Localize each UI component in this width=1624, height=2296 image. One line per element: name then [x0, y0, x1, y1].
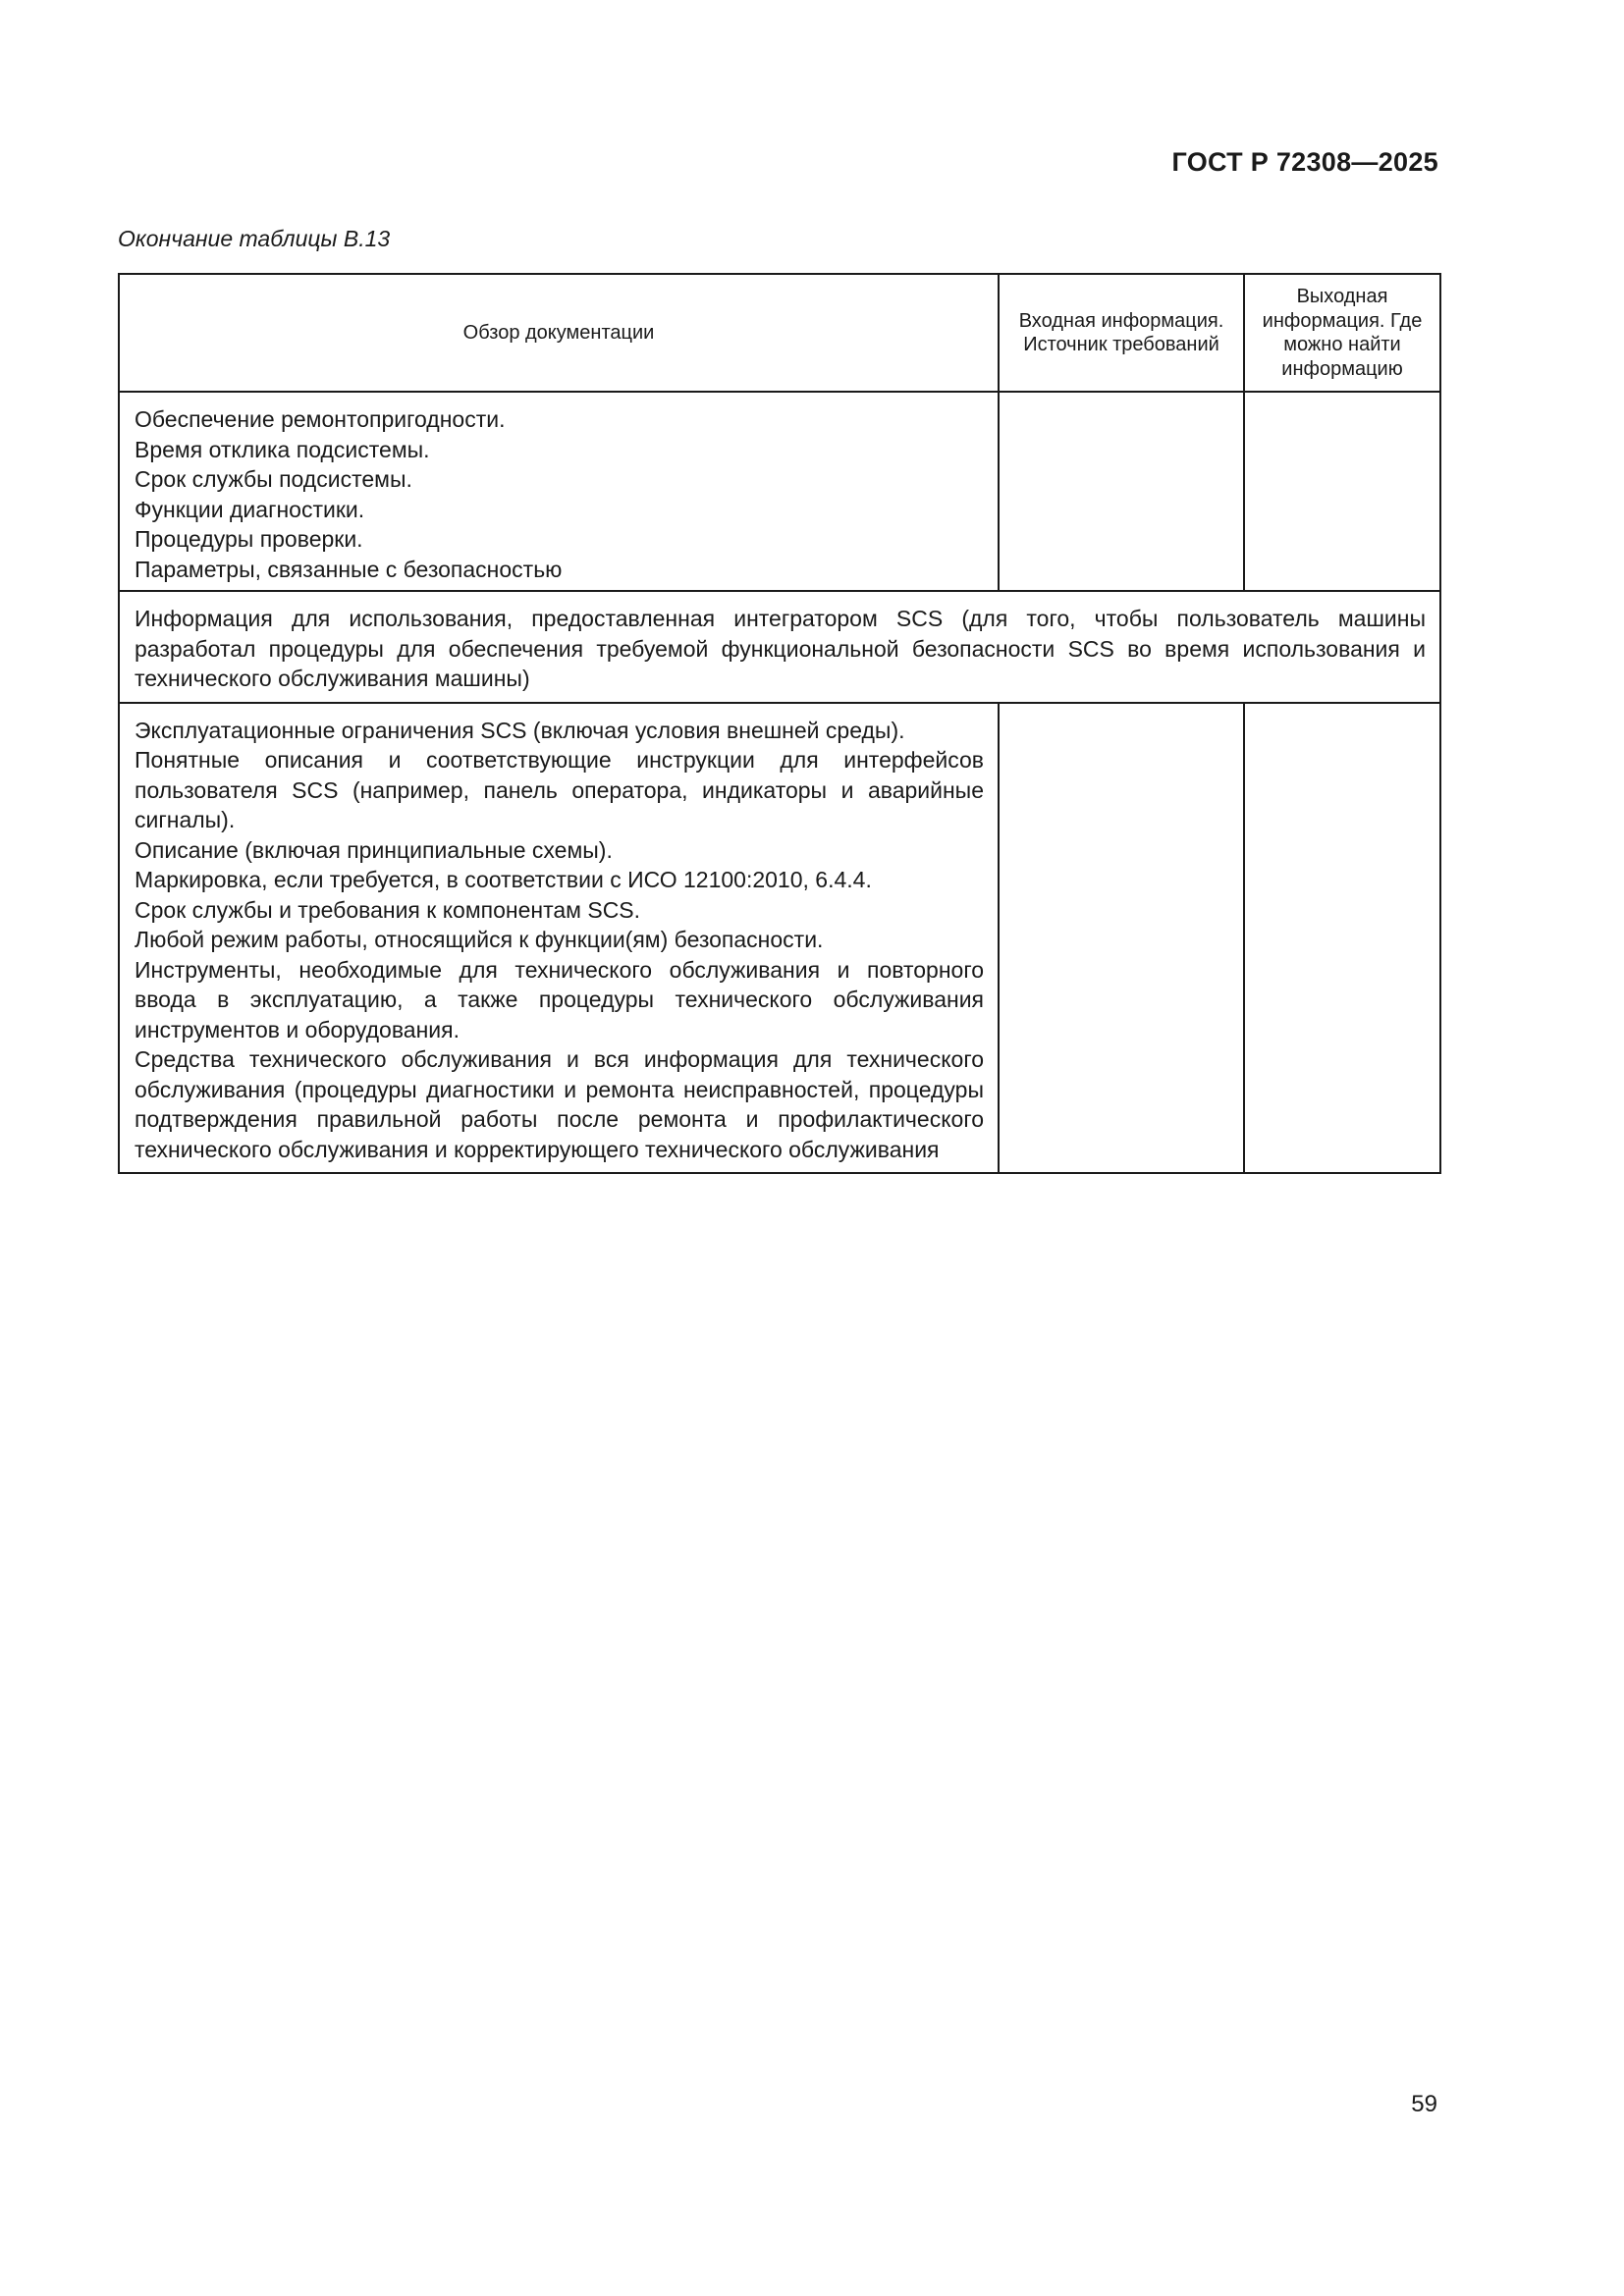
column-header-output: Выходная информация. Где можно найти информацию: [1244, 274, 1440, 392]
list-item: Любой режим работы, относящийся к функции(ям) безопасности.: [135, 927, 824, 952]
table-row: [119, 703, 1440, 1174]
documentation-cell: [119, 392, 999, 591]
list-item: Процедуры проверки.: [135, 526, 363, 552]
list-item: Маркировка, если требуется, в соответствии с ИСО 12100:2010, 6.4.4.: [135, 867, 872, 892]
table-row: [119, 591, 1440, 703]
full-width-cell: Информация для использования, предоставленная интегратором SCS (для того, чтобы пользователь машины разработал процедуры для обеспечения требуемой функциональной безопасности SCS во время использования и технического обслуживания машины): [119, 591, 1440, 703]
list-item: Срок службы и требования к компонентам SCS.: [135, 896, 641, 923]
list-item: Функции диагностики.: [135, 496, 365, 522]
list-item: Средства технического обслуживания и вся информация для технического обслуживания (процедуры диагностики и ремонта неисправностей, процедуры подтверждения правильной работы после ремонта и профилактического технического обслуживания и корректирующего технического обслуживания: [135, 1046, 984, 1162]
standard-code: ГОСТ Р 72308—2025: [1171, 147, 1438, 177]
documentation-cell: [119, 703, 999, 1174]
list-item: Эксплуатационные ограничения SCS (включая условия внешней среды).: [135, 717, 905, 743]
requirements-table: [118, 273, 1441, 1174]
list-item: Описание (включая принципиальные схемы).: [135, 836, 613, 863]
list-item: Время отклика подсистемы.: [135, 436, 430, 462]
column-header-documentation: Обзор документации: [119, 274, 999, 392]
table-caption: Окончание таблицы В.13: [118, 226, 391, 251]
column-header-input: Входная информация. Источник требований: [999, 274, 1244, 392]
list-item: Параметры, связанные с безопасностью: [135, 556, 563, 582]
page-number: 59: [1411, 2091, 1437, 2117]
list-item: Обеспечение ремонтопригодности.: [135, 406, 506, 432]
list-item: Инструменты, необходимые для технического обслуживания и повторного ввода в эксплуатацию, а также процедуры технического обслуживания инструментов и оборудования.: [135, 956, 984, 1042]
table-row: [119, 392, 1440, 591]
output-cell: [1244, 703, 1440, 1174]
output-cell: [1244, 392, 1440, 591]
table-header-row: [119, 274, 1440, 392]
input-cell: [999, 703, 1244, 1174]
input-cell: [999, 392, 1244, 591]
list-item: Срок службы подсистемы.: [135, 466, 412, 492]
list-item: Понятные описания и соответствующие инструкции для интерфейсов пользователя SCS (например, панель оператора, индикаторы и аварийные сигналы).: [135, 747, 984, 832]
